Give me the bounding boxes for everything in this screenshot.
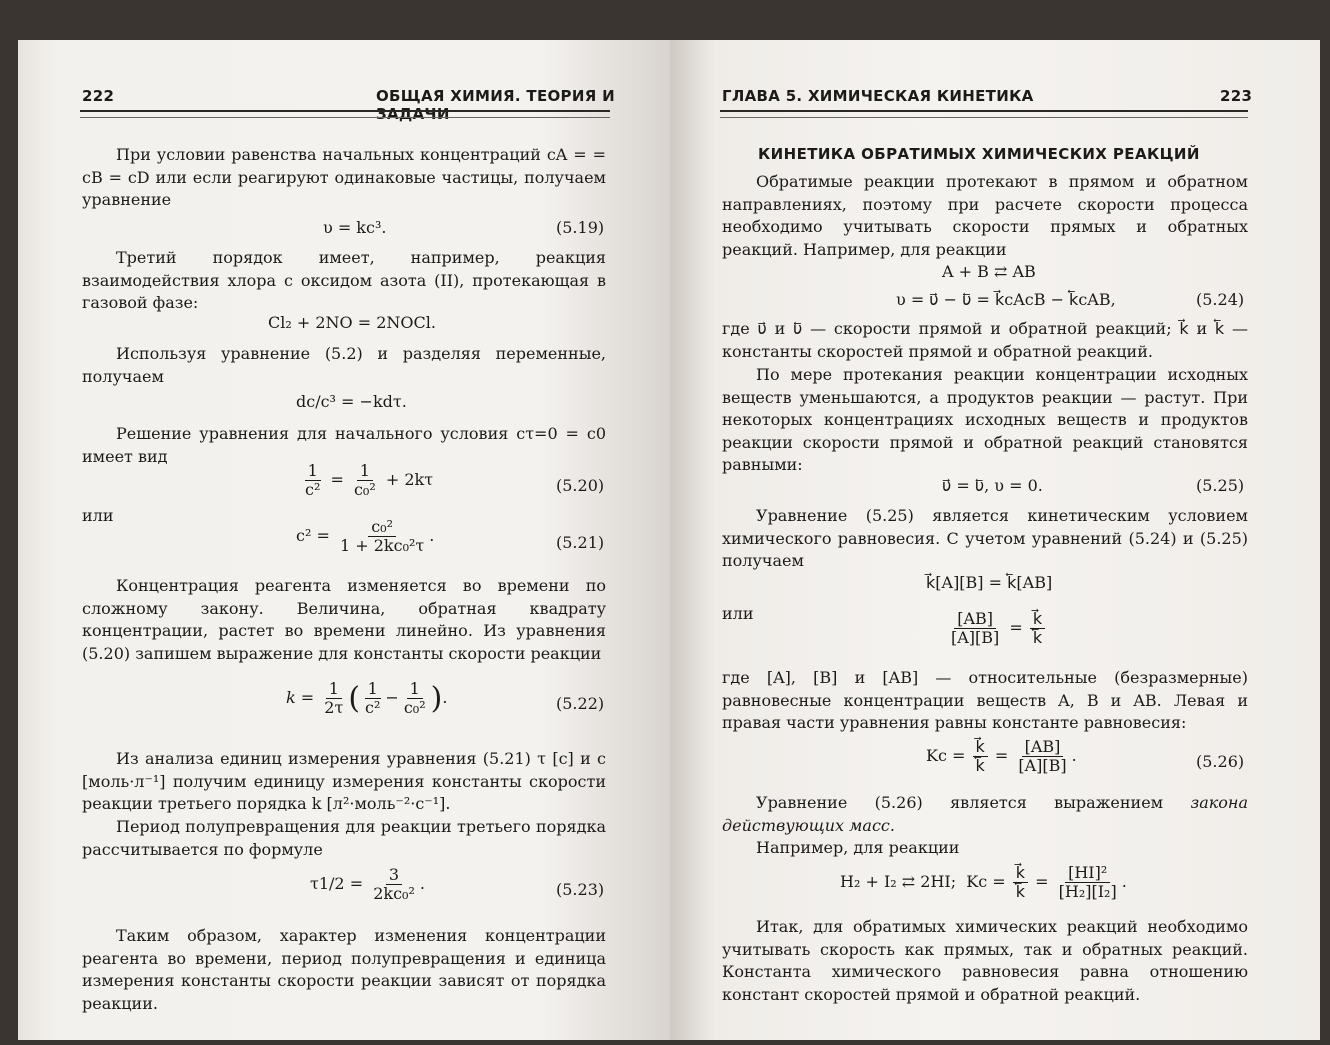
right-para-5: где [A], [B] и [AB] — относительные (безразмерные) равновесные концентрации веществ A, B и AB. Левая и правая части уравнения равны константе равновесия: (722, 668, 1248, 732)
equation-dc: dc/c³ = −kdτ. (296, 392, 407, 411)
section-heading: КИНЕТИКА ОБРАТИМЫХ ХИМИЧЕСКИХ РЕАКЦИЙ (758, 145, 1200, 163)
running-head-right: ГЛАВА 5. ХИМИЧЕСКАЯ КИНЕТИКА (722, 87, 1034, 105)
or-right: или (722, 604, 754, 623)
right-page (670, 40, 1320, 1040)
left-para-3: Используя уравнение (5.2) и разделяя переменные, получаем (82, 344, 606, 386)
eq-num-5-22: (5.22) (556, 694, 605, 713)
or-left: или (82, 506, 114, 525)
right-para-1: Обратимые реакции протекают в прямом и обратном направлениях, поэтому при расчете скорости процесса необходимо учитывать скорости прямых и обратных реакций. Например, для реакции (722, 172, 1248, 259)
equation-5-20: $\frac{1}{\text{c²}}$ = $\frac{1}{\text{c₀²}}$ + 2kτ (305, 461, 434, 499)
equation-equilibrium: k⃗[A][B] = k⃖[AB] (926, 573, 1053, 592)
eq-num-5-21: (5.21) (556, 533, 605, 552)
right-para-6: Уравнение (5.26) является выражением закона действующих масс. (722, 793, 1248, 835)
equation-cl2: Cl₂ + 2NO = 2NOCl. (268, 313, 436, 332)
eq-num-5-23: (5.23) (556, 880, 605, 899)
equation-5-21: c² = $\frac{\text{c₀²}}{\text{1 + 2kc₀²τ}}$ . (296, 517, 435, 555)
equation-5-22: k = $\frac{1}{2\tau}$ ( $\frac{1}{\text{c²}}$ − $\frac{1}{\text{c₀²}}$ ). (286, 679, 448, 717)
left-page (18, 40, 670, 1040)
equation-ratio: $\frac{[AB]}{[A][B]}$ = $\frac{k⃗}{k⃖}$ (946, 610, 1047, 647)
eq-num-5-19: (5.19) (556, 218, 605, 237)
right-para-2: где υ⃗ и υ⃖ — скорости прямой и обратной реакций; k⃗ и k⃖ — константы скоростей прямой и обратной реакций. (722, 319, 1248, 361)
eq-num-5-26: (5.26) (1196, 752, 1245, 771)
equation-a-b: A + B ⇄ AB (942, 262, 1036, 281)
left-para-5: Концентрация реагента изменяется во времени по сложному закону. Величина, обратная квадрату концентрации, растет во времени линейно. Из уравнения (5.20) запишем выражение для константы скорости реакции (82, 576, 606, 663)
page-number-left: 222 (82, 87, 115, 105)
eq-num-5-24: (5.24) (1196, 290, 1245, 309)
left-para-7: Период полупревращения для реакции третьего порядка рассчитывается по формуле (82, 817, 606, 859)
equation-hi: H₂ + I₂ ⇄ 2HI; Kc = $\frac{k⃗}{k⃖}$ = $\frac{\text{[HI]²}}{\text{[H₂][I₂]}}$ . (840, 863, 1127, 901)
equation-5-26: Kc = $\frac{k⃗}{k⃖}$ = $\frac{[AB]}{[A][B]}$ . (926, 737, 1077, 775)
right-para-3: По мере протекания реакции концентрации исходных веществ уменьшаются, а продуктов реакции — растут. При некоторых концентрациях исходных веществ и продуктов реакции скорости прямой и обратной реакций становятся равными: (722, 365, 1248, 474)
equation-5-23: τ1/2 = $\frac{3}{\text{2kc₀²}}$ . (310, 865, 425, 903)
header-rule-right (720, 110, 1248, 118)
running-head-left: ОБЩАЯ ХИМИЯ. ТЕОРИЯ И ЗАДАЧИ (376, 87, 615, 123)
left-para-1: При условии равенства начальных концентраций cA = = cB = cD или если реагируют одинаковые частицы, получаем уравнение (82, 145, 606, 209)
right-para-7: Например, для реакции (756, 838, 960, 857)
equation-5-24: υ = υ⃗ − υ⃖ = k⃗cAcB − k⃖cAB, (896, 290, 1116, 309)
left-para-4: Решение уравнения для начального условия cτ=0 = c0 имеет вид (82, 424, 606, 466)
right-para-4: Уравнение (5.25) является кинетическим условием химического равновесия. С учетом уравнений (5.24) и (5.25) получаем (722, 506, 1248, 570)
left-para-8: Таким образом, характер изменения концентрации реагента во времени, период полупревращения и единица измерения константы скорости реакции зависят от порядка реакции. (82, 926, 606, 1013)
equation-5-25: υ⃗ = υ⃖, υ = 0. (942, 476, 1043, 495)
left-para-6: Из анализа единиц измерения уравнения (5.21) τ [с] и c [моль·л⁻¹] получим единицу измерения константы скорости реакции третьего порядка k [л²·моль⁻²·с⁻¹]. (82, 749, 606, 813)
right-para-8: Итак, для обратимых химических реакций необходимо учитывать скорость как прямых, так и обратных реакций. Константа химического равновесия равна отношению констант скоростей прямой и обратной реакций. (722, 917, 1248, 1004)
equation-5-19: υ = kc³. (323, 218, 387, 237)
eq-num-5-25: (5.25) (1196, 476, 1245, 495)
page-number-right: 223 (1220, 87, 1253, 105)
left-para-2: Третий порядок имеет, например, реакция взаимодействия хлора с оксидом азота (II), протекающая в газовой фазе: (82, 248, 606, 312)
eq-num-5-20: (5.20) (556, 476, 605, 495)
header-rule-left (80, 110, 610, 118)
